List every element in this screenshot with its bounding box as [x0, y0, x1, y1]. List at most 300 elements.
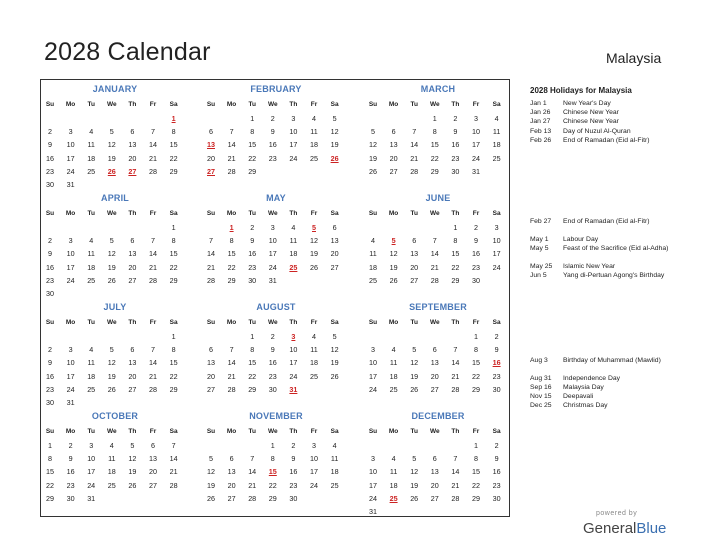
- day-cell: 5: [109, 236, 114, 246]
- weekday-label: Tu: [248, 428, 256, 435]
- weekday-label: Tu: [87, 101, 95, 108]
- day-cell: 29: [472, 493, 480, 503]
- day-cell: 17: [66, 371, 75, 381]
- day-cell: 15: [46, 467, 54, 477]
- day-cell: 6: [209, 127, 213, 137]
- day-cell: 24: [66, 166, 75, 176]
- day-cell: 15: [169, 140, 178, 150]
- weekday-label: We: [429, 210, 440, 217]
- day-cell: 28: [227, 166, 236, 176]
- holiday-entry: [530, 236, 670, 245]
- day-cell: 3: [68, 127, 73, 137]
- holiday-name: Yang di-Pertuan Agong's Birthday: [563, 272, 665, 279]
- day-cell: 20: [430, 480, 439, 490]
- weekday-label: Su: [206, 428, 216, 435]
- day-cell: 28: [410, 166, 419, 176]
- day-cell: 30: [289, 493, 298, 503]
- day-cell: 17: [369, 371, 377, 381]
- day-cell: 9: [494, 345, 499, 355]
- weekday-label: Sa: [169, 428, 178, 435]
- day-cell: 5: [332, 114, 337, 123]
- holiday-date: Aug 31: [530, 374, 552, 382]
- weekday-label: Th: [128, 101, 137, 108]
- day-cell: 18: [107, 467, 116, 477]
- day-cell: 20: [430, 371, 439, 381]
- day-cell: 15: [472, 358, 480, 368]
- day-cell: 16: [268, 358, 277, 368]
- day-cell: 6: [130, 345, 135, 355]
- weekday-label: Su: [368, 101, 378, 108]
- weekday-label: Su: [45, 428, 55, 435]
- day-cell: 28: [248, 493, 257, 503]
- day-cell: 24: [310, 480, 318, 490]
- weekday-label: We: [267, 319, 278, 326]
- holiday-day: 27: [207, 166, 215, 176]
- day-cell: 29: [451, 275, 460, 285]
- holiday-name: End of Ramadan (Eid al-Fitr): [563, 136, 650, 144]
- day-cell: 21: [207, 262, 215, 272]
- day-cell: 11: [389, 467, 398, 477]
- holiday-date: May 1: [530, 235, 549, 243]
- weekday-label: We: [429, 319, 440, 326]
- day-cell: 8: [171, 127, 176, 137]
- weekday-label: Mo: [65, 210, 76, 217]
- day-cell: 29: [472, 384, 480, 394]
- month-name: APRIL: [101, 193, 129, 203]
- month-name: AUGUST: [256, 302, 296, 312]
- day-cell: 6: [412, 236, 417, 246]
- day-cell: 24: [492, 262, 501, 272]
- day-cell: 23: [46, 275, 54, 285]
- day-cell: 18: [87, 262, 96, 272]
- day-cell: 8: [270, 454, 275, 464]
- day-cell: 6: [432, 454, 437, 464]
- day-cell: 22: [472, 480, 480, 490]
- weekday-label: Su: [368, 210, 378, 217]
- weekday-label: Mo: [388, 428, 399, 435]
- weekday-label: Su: [206, 319, 216, 326]
- day-cell: 2: [494, 441, 499, 450]
- day-cell: 20: [207, 153, 215, 163]
- day-cell: 3: [371, 345, 375, 355]
- day-cell: 21: [451, 371, 460, 381]
- day-cell: 9: [68, 454, 73, 464]
- day-cell: 5: [109, 345, 114, 355]
- day-cell: 10: [310, 454, 318, 464]
- day-cell: 28: [149, 384, 157, 394]
- day-cell: 11: [369, 249, 377, 259]
- holiday-date: Feb 13: [530, 127, 552, 135]
- day-cell: 18: [330, 467, 339, 477]
- day-cell: 14: [430, 249, 439, 259]
- day-cell: 8: [250, 127, 255, 137]
- day-cell: 29: [268, 493, 277, 503]
- weekday-label: Th: [289, 101, 298, 108]
- day-cell: 24: [369, 384, 377, 394]
- day-cell: 21: [227, 371, 236, 381]
- day-cell: 4: [312, 332, 316, 341]
- weekday-label: Sa: [330, 428, 339, 435]
- day-cell: 24: [289, 371, 298, 381]
- day-cell: 4: [494, 114, 499, 123]
- day-cell: 8: [48, 454, 52, 464]
- day-cell: 16: [289, 467, 298, 477]
- day-cell: 30: [46, 180, 54, 189]
- day-cell: 21: [430, 262, 439, 272]
- holiday-date: Jan 1: [530, 100, 547, 107]
- day-cell: 11: [108, 454, 116, 464]
- day-cell: 20: [128, 371, 137, 381]
- weekday-label: Su: [45, 210, 55, 217]
- day-cell: 11: [87, 140, 95, 150]
- day-cell: 18: [369, 262, 377, 272]
- weekday-label: Th: [451, 428, 460, 435]
- holiday-name: Malaysia Day: [563, 384, 604, 391]
- day-cell: 1: [474, 441, 478, 450]
- month-name: JANUARY: [92, 84, 138, 94]
- generalblue-logo: [583, 520, 666, 537]
- weekday-label: We: [106, 210, 117, 217]
- day-cell: 21: [149, 153, 157, 163]
- day-cell: 30: [268, 384, 277, 394]
- month-name: MAY: [266, 193, 286, 203]
- weekday-label: We: [106, 428, 117, 435]
- day-cell: 22: [169, 371, 178, 381]
- day-cell: 19: [330, 140, 339, 150]
- weekday-label: Tu: [410, 319, 418, 326]
- day-cell: 15: [472, 467, 480, 477]
- day-cell: 26: [310, 262, 318, 272]
- day-cell: 14: [451, 467, 460, 477]
- weekday-label: Th: [128, 319, 137, 326]
- day-cell: 9: [291, 454, 296, 464]
- day-cell: 14: [149, 249, 157, 259]
- holiday-name: End of Ramadan (Eid al-Fitr): [563, 218, 650, 225]
- day-cell: 23: [46, 384, 54, 394]
- holiday-name: Deepavali: [563, 393, 594, 401]
- weekday-label: Sa: [492, 101, 501, 108]
- day-cell: 2: [270, 332, 275, 341]
- day-cell: 27: [410, 275, 419, 285]
- holiday-day: 1: [171, 114, 176, 123]
- day-cell: 16: [451, 140, 460, 150]
- weekday-label: Sa: [169, 101, 178, 108]
- day-cell: 17: [369, 480, 377, 490]
- day-cell: 29: [169, 166, 178, 176]
- day-cell: 12: [330, 345, 339, 355]
- day-cell: 2: [270, 114, 275, 123]
- weekday-label: Mo: [388, 210, 399, 217]
- day-cell: 10: [87, 454, 96, 464]
- day-cell: 19: [369, 153, 377, 163]
- holiday-entry: [530, 137, 670, 146]
- day-cell: 10: [289, 127, 298, 137]
- day-cell: 11: [310, 345, 318, 355]
- holiday-name: Chinese New Year: [563, 109, 619, 117]
- day-cell: 25: [107, 480, 116, 490]
- holiday-entry: [530, 109, 670, 118]
- day-cell: 2: [453, 114, 458, 123]
- weekday-label: Th: [451, 210, 460, 217]
- day-cell: 16: [46, 262, 54, 272]
- day-cell: 15: [430, 140, 439, 150]
- day-cell: 4: [291, 223, 296, 232]
- day-cell: 22: [472, 371, 480, 381]
- day-cell: 11: [289, 236, 298, 246]
- holiday-date: Jan 27: [530, 118, 551, 126]
- day-cell: 8: [229, 236, 234, 246]
- day-cell: 22: [248, 153, 257, 163]
- day-cell: 7: [171, 441, 176, 450]
- day-cell: 13: [207, 358, 215, 368]
- weekday-label: Fr: [472, 428, 480, 435]
- day-cell: 3: [291, 114, 296, 123]
- day-cell: 4: [391, 454, 396, 464]
- holiday-day: 3: [291, 332, 296, 341]
- day-cell: 12: [207, 467, 215, 477]
- day-cell: 4: [332, 441, 337, 450]
- day-cell: 9: [48, 249, 52, 259]
- weekday-label: Fr: [472, 101, 480, 108]
- day-cell: 31: [268, 275, 277, 285]
- holiday-day: 16: [492, 358, 501, 368]
- weekday-label: We: [429, 101, 440, 108]
- holiday-date: Sep 16: [530, 384, 552, 391]
- day-cell: 1: [270, 441, 275, 450]
- day-cell: 28: [169, 480, 178, 490]
- day-cell: 21: [169, 467, 178, 477]
- day-cell: 26: [330, 371, 339, 381]
- day-cell: 21: [149, 371, 157, 381]
- day-cell: 7: [151, 236, 155, 246]
- day-cell: 24: [268, 262, 277, 272]
- day-cell: 25: [389, 384, 398, 394]
- day-cell: 23: [451, 153, 460, 163]
- holiday-name: Chinese New Year: [563, 118, 619, 126]
- weekday-label: Th: [451, 319, 460, 326]
- day-cell: 6: [209, 345, 213, 355]
- day-cell: 2: [494, 332, 499, 341]
- day-cell: 24: [66, 275, 75, 285]
- weekday-label: Tu: [87, 210, 95, 217]
- day-cell: 30: [46, 289, 54, 298]
- day-cell: 27: [128, 384, 137, 394]
- weekday-label: Tu: [248, 210, 256, 217]
- day-cell: 30: [492, 384, 501, 394]
- day-cell: 21: [248, 480, 257, 490]
- day-cell: 22: [248, 371, 257, 381]
- day-cell: 3: [494, 223, 499, 232]
- day-cell: 31: [369, 507, 377, 516]
- day-cell: 4: [89, 127, 94, 137]
- weekday-label: Fr: [149, 101, 157, 108]
- day-cell: 25: [369, 275, 377, 285]
- day-cell: 12: [410, 467, 419, 477]
- day-cell: 22: [46, 480, 54, 490]
- day-cell: 3: [270, 223, 275, 232]
- day-cell: 29: [169, 384, 178, 394]
- day-cell: 5: [109, 127, 114, 137]
- day-cell: 10: [369, 358, 377, 368]
- holiday-date: Nov 15: [530, 393, 552, 401]
- day-cell: 3: [474, 114, 478, 123]
- day-cell: 26: [107, 384, 116, 394]
- day-cell: 23: [492, 371, 501, 381]
- day-cell: 29: [227, 275, 236, 285]
- day-cell: 30: [472, 275, 480, 285]
- day-cell: 18: [87, 371, 96, 381]
- day-cell: 26: [410, 384, 419, 394]
- weekday-label: Th: [289, 319, 298, 326]
- day-cell: 8: [474, 345, 478, 355]
- day-cell: 20: [149, 467, 157, 477]
- day-cell: 23: [268, 371, 277, 381]
- day-cell: 30: [66, 493, 75, 503]
- day-cell: 18: [492, 140, 501, 150]
- day-cell: 18: [389, 371, 398, 381]
- day-cell: 20: [330, 249, 339, 259]
- day-cell: 6: [391, 127, 396, 137]
- day-cell: 20: [128, 262, 137, 272]
- day-cell: 19: [330, 358, 339, 368]
- weekday-label: Fr: [310, 319, 318, 326]
- day-cell: 18: [310, 140, 318, 150]
- day-cell: 15: [169, 358, 178, 368]
- day-cell: 11: [492, 127, 501, 137]
- day-cell: 19: [128, 467, 137, 477]
- day-cell: 25: [492, 153, 501, 163]
- day-cell: 7: [229, 127, 234, 137]
- day-cell: 18: [87, 153, 96, 163]
- weekday-label: Su: [206, 210, 216, 217]
- brand-text-general: General: [583, 520, 637, 537]
- day-cell: 21: [451, 480, 460, 490]
- day-cell: 15: [169, 249, 178, 259]
- holiday-day: 31: [289, 384, 298, 394]
- weekday-label: Su: [206, 101, 216, 108]
- holiday-day: 5: [391, 236, 396, 246]
- day-cell: 22: [169, 262, 178, 272]
- day-cell: 11: [87, 249, 95, 259]
- day-cell: 26: [369, 166, 377, 176]
- day-cell: 3: [371, 454, 375, 464]
- holiday-name: Independence Day: [563, 374, 621, 382]
- weekday-label: Sa: [492, 428, 501, 435]
- weekday-label: Tu: [410, 428, 418, 435]
- holiday-entry: [530, 263, 670, 272]
- day-cell: 27: [330, 262, 339, 272]
- day-cell: 9: [48, 358, 52, 368]
- weekday-label: Th: [289, 210, 298, 217]
- day-cell: 31: [66, 398, 75, 407]
- day-cell: 5: [209, 454, 213, 464]
- day-cell: 19: [389, 262, 398, 272]
- day-cell: 30: [46, 398, 54, 407]
- day-cell: 23: [66, 480, 75, 490]
- day-cell: 2: [474, 223, 478, 232]
- holiday-name: Day of Nuzul Al-Quran: [563, 127, 631, 135]
- month-name: JUNE: [425, 193, 451, 203]
- day-cell: 12: [107, 358, 116, 368]
- day-cell: 27: [430, 384, 439, 394]
- day-cell: 23: [492, 480, 501, 490]
- day-cell: 29: [430, 166, 439, 176]
- day-cell: 10: [472, 127, 480, 137]
- day-cell: 17: [310, 467, 318, 477]
- day-cell: 17: [289, 358, 298, 368]
- day-cell: 16: [66, 467, 75, 477]
- day-cell: 4: [312, 114, 316, 123]
- day-cell: 11: [87, 358, 95, 368]
- weekday-label: Th: [128, 428, 137, 435]
- day-cell: 12: [310, 236, 318, 246]
- day-cell: 27: [227, 493, 236, 503]
- day-cell: 12: [128, 454, 137, 464]
- day-cell: 2: [68, 441, 73, 450]
- day-cell: 19: [107, 371, 116, 381]
- day-cell: 9: [474, 236, 478, 246]
- weekday-label: We: [267, 428, 278, 435]
- day-cell: 20: [410, 262, 419, 272]
- weekday-label: Su: [45, 101, 55, 108]
- day-cell: 4: [391, 345, 396, 355]
- holiday-entry: [530, 128, 670, 137]
- weekday-label: Th: [128, 210, 137, 217]
- day-cell: 6: [130, 236, 135, 246]
- day-cell: 30: [451, 166, 460, 176]
- day-cell: 19: [207, 480, 215, 490]
- day-cell: 15: [227, 249, 236, 259]
- day-cell: 7: [209, 236, 213, 246]
- day-cell: 10: [66, 140, 75, 150]
- day-cell: 29: [248, 384, 257, 394]
- day-cell: 12: [330, 127, 339, 137]
- day-cell: 8: [250, 345, 255, 355]
- day-cell: 28: [227, 384, 236, 394]
- weekday-label: Sa: [169, 319, 178, 326]
- day-cell: 29: [46, 493, 54, 503]
- weekday-label: Mo: [226, 319, 237, 326]
- holiday-day: 26: [330, 153, 339, 163]
- day-cell: 8: [171, 345, 176, 355]
- day-cell: 3: [89, 441, 94, 450]
- weekday-label: We: [267, 210, 278, 217]
- page-title: 2028 Calendar: [44, 38, 211, 66]
- day-cell: 6: [229, 454, 234, 464]
- day-cell: 16: [472, 249, 480, 259]
- day-cell: 10: [289, 345, 298, 355]
- day-cell: 19: [410, 371, 419, 381]
- weekday-label: Su: [368, 428, 378, 435]
- day-cell: 1: [250, 332, 255, 341]
- day-cell: 9: [270, 127, 275, 137]
- day-cell: 4: [109, 441, 114, 450]
- weekday-label: We: [429, 428, 440, 435]
- holiday-entry: [530, 384, 670, 393]
- day-cell: 31: [87, 493, 96, 503]
- day-cell: 17: [472, 140, 480, 150]
- day-cell: 19: [410, 480, 419, 490]
- day-cell: 14: [248, 467, 257, 477]
- day-cell: 7: [412, 127, 417, 137]
- weekday-label: Th: [289, 428, 298, 435]
- day-cell: 16: [46, 371, 54, 381]
- day-cell: 6: [332, 223, 337, 232]
- month-name: DECEMBER: [411, 411, 465, 421]
- holiday-entry: [530, 402, 670, 411]
- day-cell: 28: [451, 384, 460, 394]
- day-cell: 15: [248, 140, 257, 150]
